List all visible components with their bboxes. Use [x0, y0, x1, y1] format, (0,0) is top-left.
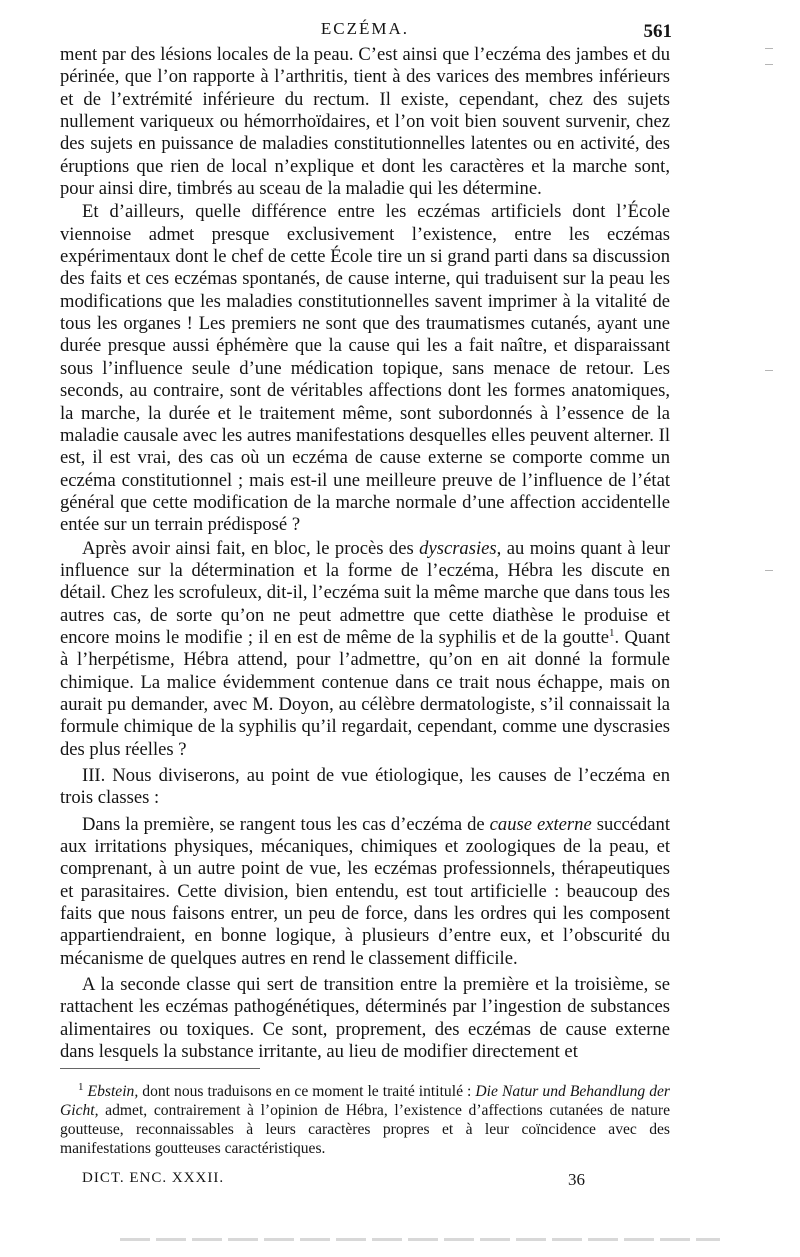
- page-footer: [82, 1170, 585, 1192]
- paragraph-5-part-b: succédant aux irritations physiques, mécaniques, chimiques et zoologiques de la peau, et comprenant, à un autre point de vue, les eczémas professionnels, thérapeutiques et parasitaires. Cette division, bien entendu, est tout artificielle : beaucoup des faits que nous faisons entrer, un peu de force, dans les ordres qui les composent appartiendraient, en bonne logique, à plusieurs d’entre eux, et l’obscurité du mécanisme de quelques autres en rend le classement difficile.: [60, 813, 671, 969]
- page-number: 561: [643, 21, 672, 42]
- paragraph-3-part-c: . Quant à l’herpétisme, Hébra attend, pour l’admettre, qu’on en ait donné la formule chimique. La malice évidemment contenue dans ce trait nous échappe, mais on aurait pu demander, avec M. Doyon, au célèbre dermatologiste, s’il connaissait la formule chimique de la syphilis qu’il regardait, cependant, comme une dyscrasies des plus réelles ?: [60, 626, 670, 760]
- paragraph-5: [60, 814, 670, 970]
- paragraph-5-emphasis: cause externe: [489, 813, 592, 835]
- section-heading-paragraph: III. Nous diviserons, au point de vue étiologique, les causes de l’eczéma en trois classes :: [60, 765, 670, 809]
- running-head-title: ECZÉMA.: [320, 19, 410, 38]
- running-head: [60, 19, 670, 43]
- margin-tick: [765, 370, 773, 371]
- footnote-marker: 1: [78, 1080, 84, 1093]
- footnote: [60, 1082, 670, 1158]
- footnote-text-b: admet, contrairement à l’opinion de Hébra, l’existence d’affections cutanées de nature goutteuse, reconnaissables à leurs caractères propres et à leur coïncidence avec des manifestations goutteuses caractéristiques.: [60, 1102, 670, 1157]
- body-text: [60, 44, 670, 1063]
- margin-tick: [765, 64, 773, 65]
- paragraph-3: [60, 538, 670, 761]
- margin-tick: [765, 48, 773, 49]
- paragraph-1: ment par des lésions locales de la peau. C’est ainsi que l’eczéma des jambes et du périnée, que l’on rapporte à l’arthritis, tient à des varices des membres inférieurs et de l’extrémité inférieure du rectum. Il existe, cependant, chez des sujets nullement variqueux ou hémorrhoïdaires, et l’on voit bien souvent survenir, chez des sujets en puissance de maladies constitutionnelles latentes ou en activité, des éruptions que rien de local n’explique et dont les caractères et la marche sont, pour ainsi dire, timbrés au sceau de la maladie qui les détermine.: [60, 44, 670, 200]
- signature-number: 36: [568, 1170, 585, 1189]
- signature-mark: DICT. ENC. XXXII.: [82, 1170, 225, 1186]
- paragraph-3-part-b: , au moins quant à leur influence sur la détermination et la forme de l’eczéma, Hébra les discute en détail. Chez les scrofuleux, dit-il, l’eczéma suit la même marche que dans tous les autres cas, de sorte qu’on ne peut admettre que cette diathèse le produise et encore moins le modifie ; il en est de même de la syphilis et de la goutte: [60, 537, 671, 648]
- margin-marks: [765, 40, 785, 640]
- footnote-text-a: dont nous traduisons en ce moment le traité intitulé :: [138, 1083, 476, 1100]
- paragraph-3-part-a: Après avoir ainsi fait, en bloc, le procès des: [82, 537, 420, 559]
- footnote-title: Die Natur und Behandlung der Gicht,: [60, 1083, 670, 1119]
- margin-tick: [765, 570, 773, 571]
- paragraph-2: Et d’ailleurs, quelle différence entre les eczémas artificiels dont l’École viennoise admet presque exclusivement l’existence, entre les eczémas expérimentaux dont le chef de cette École tire un si grand parti dans sa discussion des faits et ces eczémas spontanés, de cause interne, qui traduisent sur la peau les modifications que les maladies constitutionnelles savent imprimer à la vitalité de tous les organes ! Les premiers ne sont que des traumatismes cutanés, ayant une durée presque aussi éphémère que la cause qui les a fait naître, et disparaissant sous l’influence seule d’une médication topique, sans menace de retour. Les seconds, au contraire, sont de véritables affections dont les formes anatomiques, la marche, la durée et le traitement même, sont subordonnés à l’essence de la maladie causale avec les autres manifestations desquelles elles peuvent alterner. Il est, il est vrai, des cas où un eczéma de cause externe se comporte comme un eczéma constitutionnel ; mais est-il une meilleure preuve de l’influence de l’état général que cette modification de la marche normale d’une affection accidentelle entée sur un terrain prédisposé ?: [60, 201, 670, 536]
- bottom-edge-artifact: [120, 1238, 720, 1241]
- paragraph-6: A la seconde classe qui sert de transition entre la première et la troisième, se rattachent les eczémas pathogénétiques, déterminés par l’ingestion de substances alimentaires ou toxiques. Ce sont, proprement, des eczémas de cause externe dans lesquels la substance irritante, au lieu de modifier directement et: [60, 974, 670, 1063]
- paragraph-3-emphasis: dyscrasies: [419, 537, 497, 559]
- footnote-author: Ebstein,: [87, 1083, 139, 1100]
- footnote-rule: [60, 1068, 260, 1069]
- paragraph-5-part-a: Dans la première, se rangent tous les cas d’eczéma de: [82, 813, 490, 835]
- footnote-reference[interactable]: 1: [609, 626, 615, 639]
